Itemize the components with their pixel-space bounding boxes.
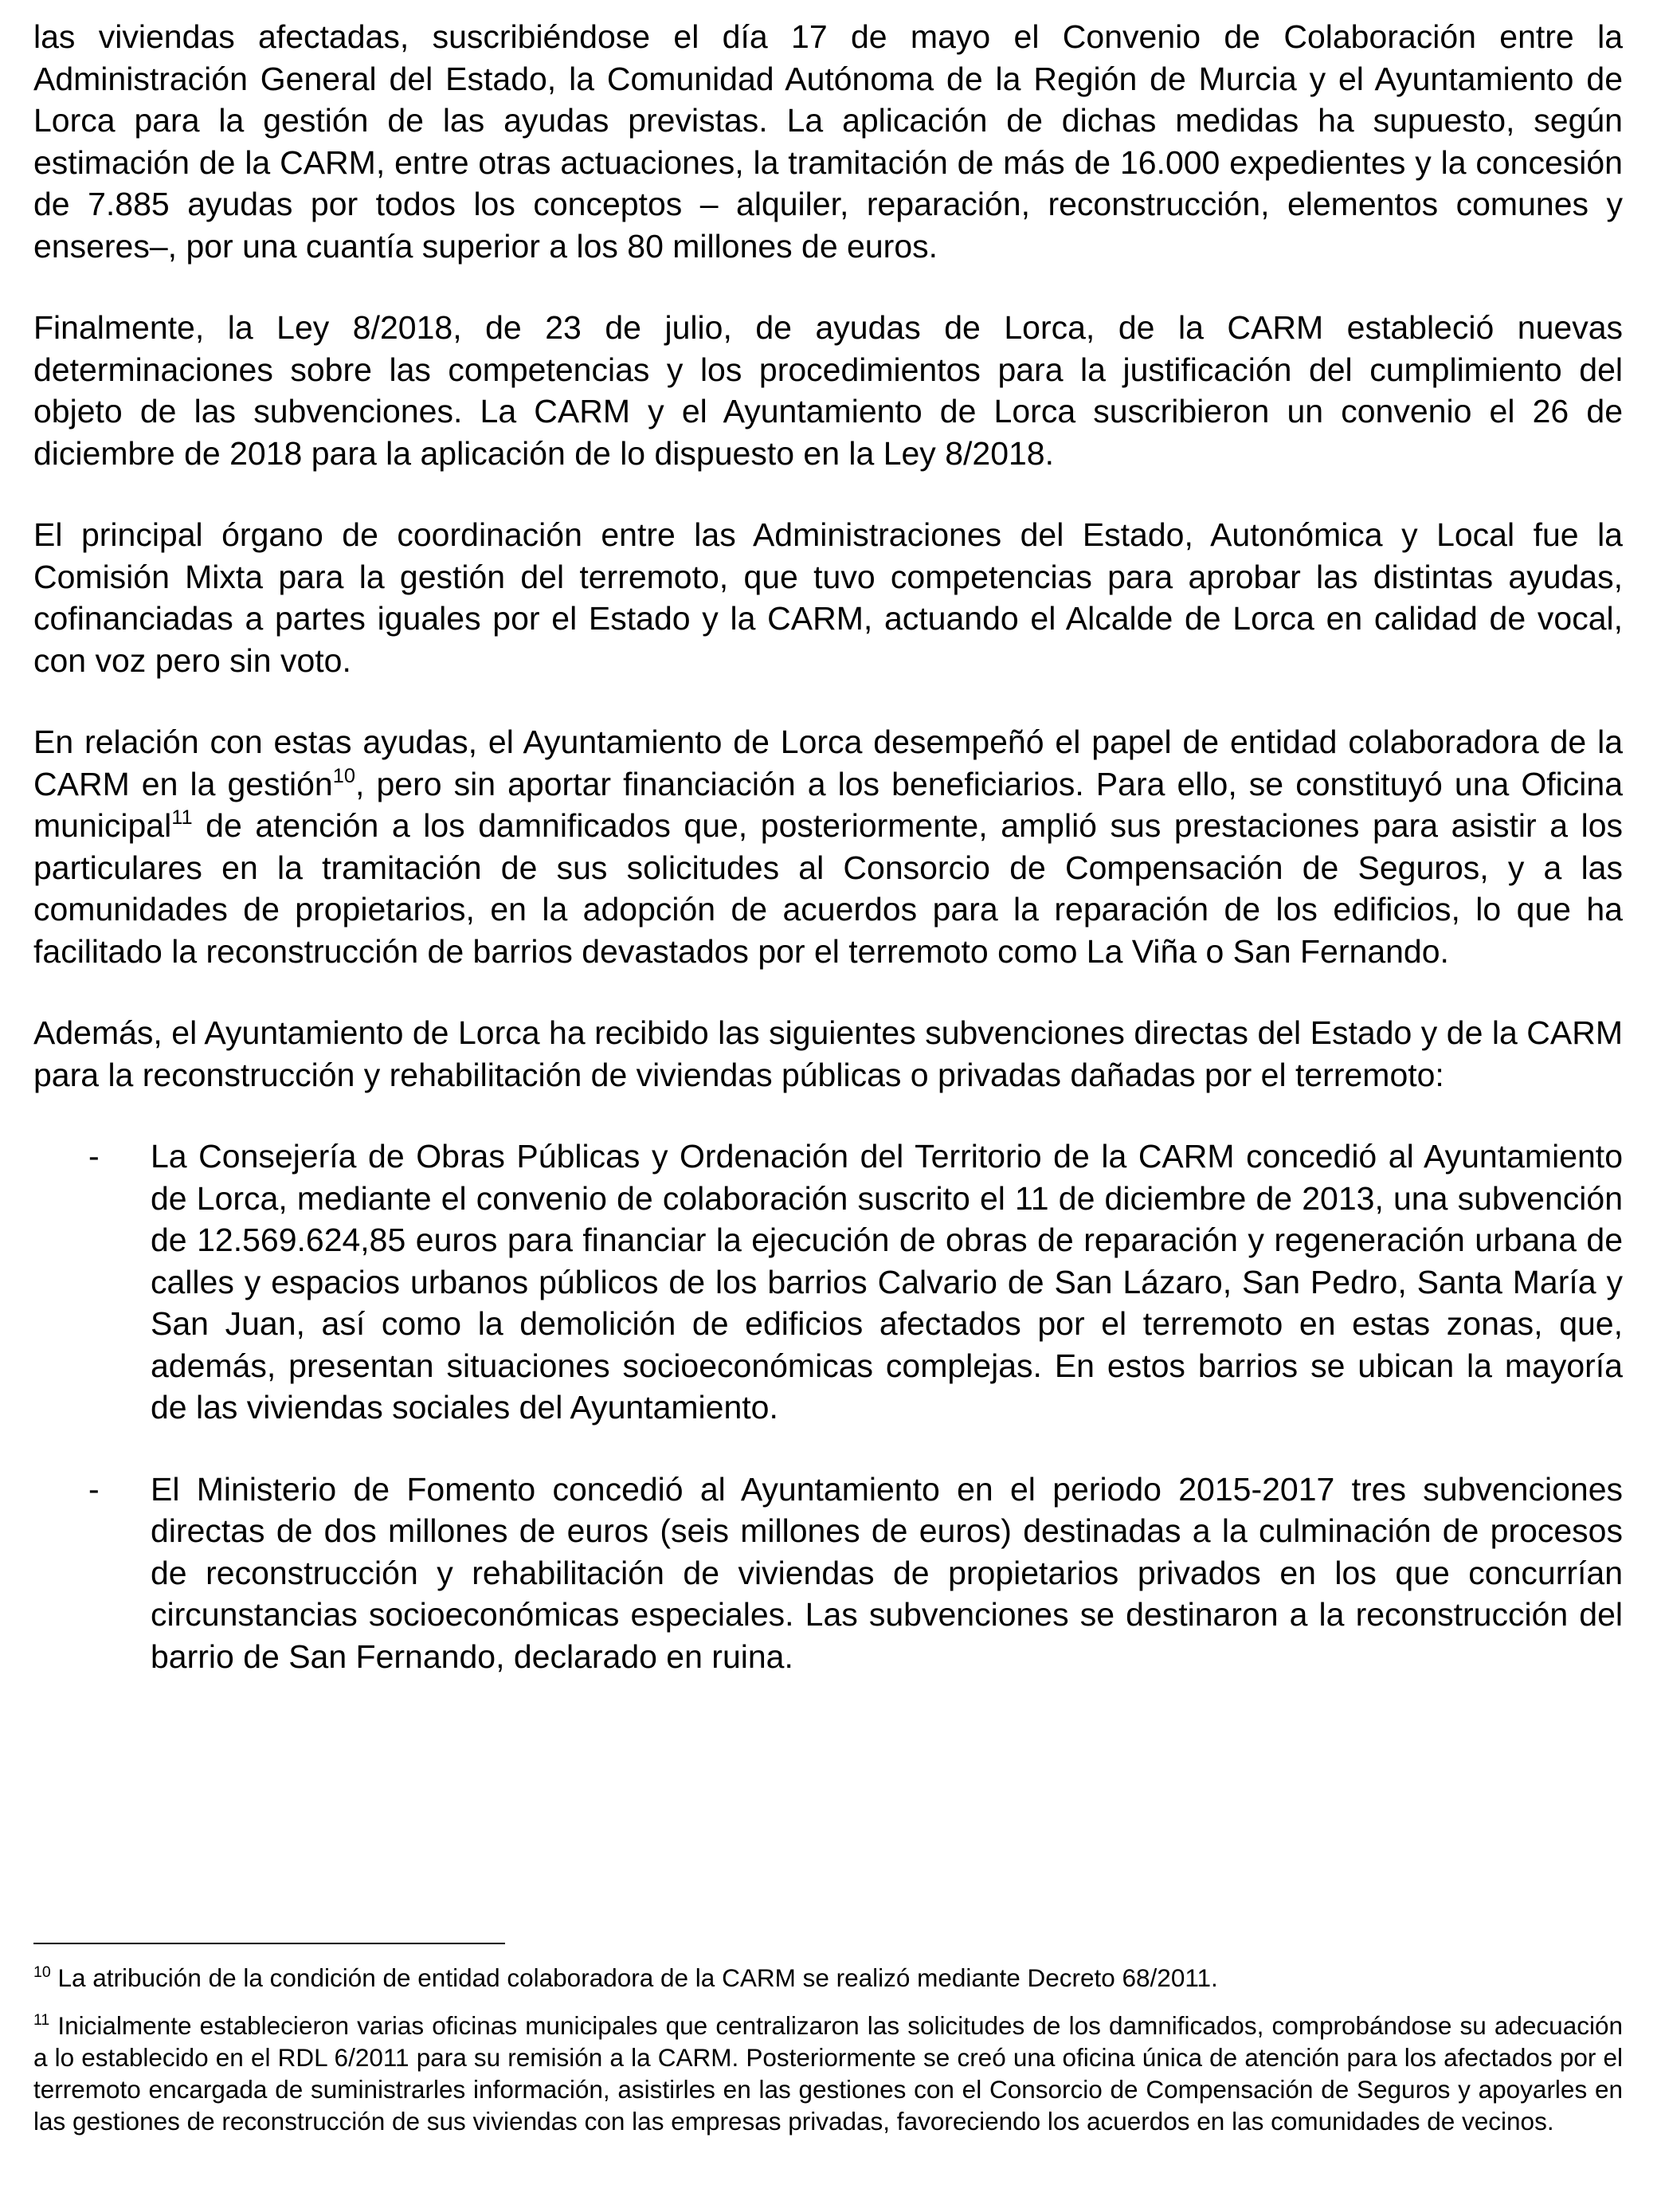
paragraph-ley-8-2018: Finalmente, la Ley 8/2018, de 23 de julio, de ayudas de Lorca, de la CARM estableció nuevas determinaciones sobre las competencias y los procedimientos para la justificación del cumplimiento del objeto de las subvenciones. La CARM y el Ayuntamiento de Lorca suscribieron un convenio el 26 de diciembre de 2018 para la aplicación de lo dispuesto en la Ley 8/2018. bbox=[33, 309, 1623, 472]
paragraph-entidad-colaboradora bbox=[33, 721, 1623, 972]
footnote-number: 10 bbox=[33, 1963, 51, 1981]
footnote-text: Inicialmente establecieron varias oficinas municipales que centralizaron las solicitudes de los damnificados, comprobándose su adecuación a lo establecido en el RDL 6/2011 para su remisión a la CARM. Posteriormente se creó una oficina única de atención para los afectados por el terremoto encargada de suministrarles información, asistirles en las gestiones con el Consorcio de Compensación de Seguros y apoyarles en las gestiones de reconstrucción de sus viviendas con las empresas privadas, favoreciendo los acuerdos en las comunidades de vecinos. bbox=[33, 2011, 1623, 2136]
list-marker: - bbox=[88, 1470, 100, 1508]
list-marker: - bbox=[88, 1138, 100, 1175]
paragraph-text-segment: , pero sin aportar financiación a los beneficiarios. Para ello, se constituyó una Oficina municipal bbox=[33, 765, 1623, 844]
paragraph-text-segment: de atención a los damnificados que, posteriormente, amplió sus prestaciones para asistir a los particulares en la tramitación de sus solicitudes al Consorcio de Compensación de Seguros, y a las comunidades de propietarios, en la adopción de acuerdos para la reparación de los edificios, lo que ha facilitado la reconstrucción de barrios devastados por el terremoto como La Viña o San Fernando. bbox=[33, 807, 1623, 970]
footnote-ref-10[interactable]: 10 bbox=[332, 764, 355, 787]
footnote-10 bbox=[33, 1962, 1623, 1994]
footnote-text: La atribución de la condición de entidad colaboradora de la CARM se realizó mediante Decreto 68/2011. bbox=[50, 1963, 1218, 1992]
list-item-text: El Ministerio de Fomento concedió al Ayuntamiento en el periodo 2015-2017 tres subvenciones directas de dos millones de euros (seis millones de euros) destinadas a la culminación de procesos de reconstrucción y rehabilitación de viviendas de propietarios privados en los que concurrían circunstancias socioeconómicas especiales. Las subvenciones se destinaron a la reconstrucción del barrio de San Fernando, declarado en ruina. bbox=[151, 1470, 1623, 1675]
paragraph-comision-mixta: El principal órgano de coordinación entre las Administraciones del Estado, Autonómica y Local fue la Comisión Mixta para la gestión del terremoto, que tuvo competencias para aprobar las distintas ayudas, cofinanciadas a partes iguales por el Estado y la CARM, actuando el Alcalde de Lorca en calidad de vocal, con voz pero sin voto. bbox=[33, 516, 1623, 679]
document-body bbox=[33, 16, 1623, 1717]
list-item bbox=[33, 1135, 1623, 1429]
paragraph-subvenciones-directas: Además, el Ayuntamiento de Lorca ha recibido las siguientes subvenciones directas del Estado y de la CARM para la reconstrucción y rehabilitación de viviendas públicas o privadas dañadas por el terremoto: bbox=[33, 1014, 1623, 1093]
paragraph-convenio: las viviendas afectadas, suscribiéndose el día 17 de mayo el Convenio de Colaboración entre la Administración General del Estado, la Comunidad Autónoma de la Región de Murcia y el Ayuntamiento de Lorca para la gestión de las ayudas previstas. La aplicación de dichas medidas ha supuesto, según estimación de la CARM, entre otras actuaciones, la tramitación de más de 16.000 expedientes y la concesión de 7.885 ayudas por todos los conceptos – alquiler, reparación, reconstrucción, elementos comunes y enseres–, por una cuantía superior a los 80 millones de euros. bbox=[33, 18, 1623, 265]
footnotes bbox=[33, 1962, 1623, 2153]
subvenciones-list bbox=[33, 1135, 1623, 1677]
list-item bbox=[33, 1469, 1623, 1678]
footnote-separator bbox=[33, 1943, 505, 1944]
paragraph-text-segment: En relación con estas ayudas, el Ayuntamiento de Lorca desempeñó el papel de entidad colaboradora de la CARM en la gestión bbox=[33, 724, 1623, 802]
footnote-ref-11[interactable]: 11 bbox=[171, 806, 193, 830]
footnote-11 bbox=[33, 2010, 1623, 2137]
list-item-text: La Consejería de Obras Públicas y Ordenación del Territorio de la CARM concedió al Ayuntamiento de Lorca, mediante el convenio de colaboración suscrito el 11 de diciembre de 2013, una subvención de 12.569.624,85 euros para financiar la ejecución de obras de reparación y regeneración urbana de calles y espacios urbanos públicos de los barrios Calvario de San Lázaro, San Pedro, Santa María y San Juan, así como la demolición de edificios afectados por el terremoto en estas zonas, que, además, presentan situaciones socioeconómicas complejas. En estos barrios se ubican la mayoría de las viviendas sociales del Ayuntamiento. bbox=[151, 1138, 1623, 1426]
footnote-number: 11 bbox=[33, 2010, 50, 2029]
